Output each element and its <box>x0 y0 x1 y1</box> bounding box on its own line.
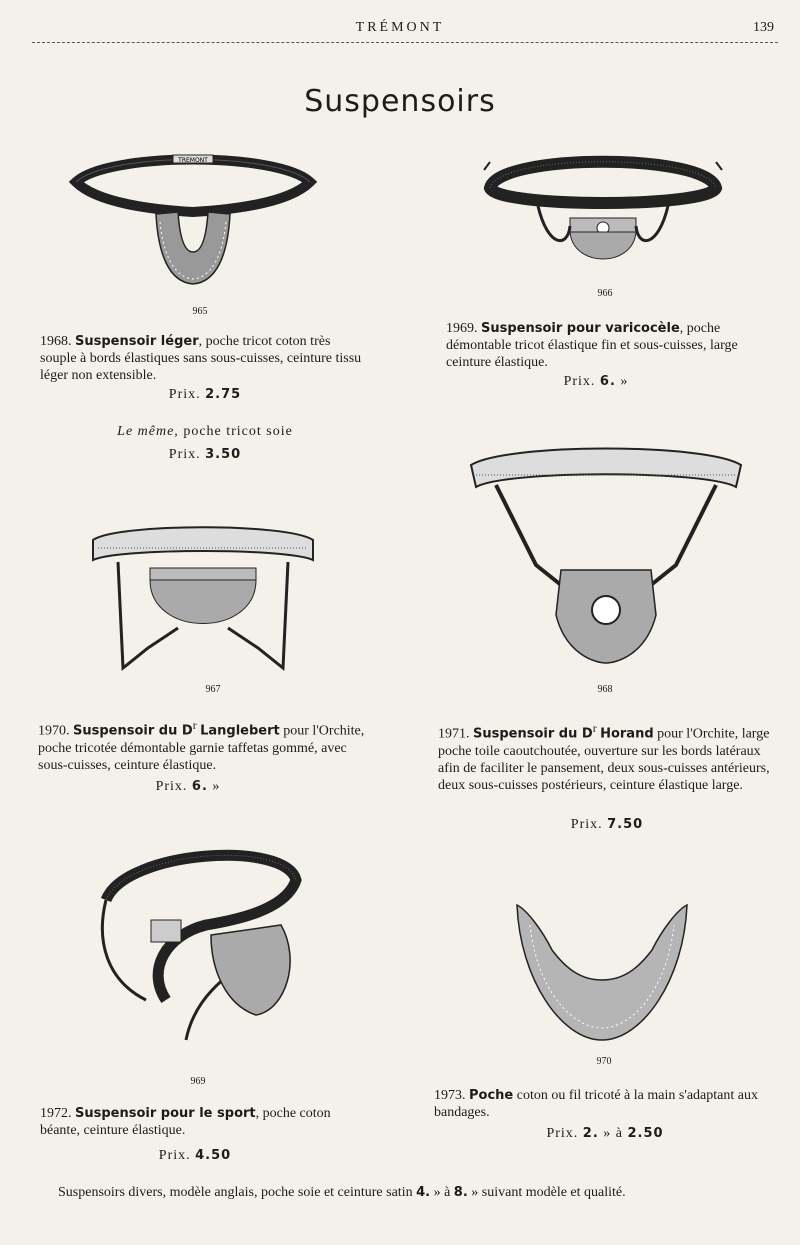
figure-969-illustration <box>86 840 311 1070</box>
item-1970-name-2: Langlebert <box>200 723 280 739</box>
figure-967-illustration <box>88 518 318 678</box>
item-1971-number: 1971. <box>438 726 470 742</box>
item-1969-price <box>446 374 746 390</box>
item-1968-price-value: 2.75 <box>205 387 242 402</box>
figure-966-illustration <box>478 148 728 283</box>
item-1972-price-value: 4.50 <box>195 1148 232 1163</box>
item-1973-price-label: Prix. <box>546 1126 579 1141</box>
item-1973-description <box>434 1087 776 1121</box>
item-1968-price <box>40 387 370 403</box>
item-1968-variant-prefix: Le même, <box>117 424 179 439</box>
item-1971-price-value: 7.50 <box>607 817 644 832</box>
item-1969-text: , poche démontable tricot élastique fin et sous-cuisses, large ceinture élastique. <box>446 321 738 370</box>
footer-sep-2: » suivant modèle et qualité. <box>467 1185 626 1200</box>
figure-965-number: 965 <box>192 306 208 317</box>
item-1972-number: 1972. <box>40 1106 72 1121</box>
page-title: Suspensoirs <box>304 84 496 119</box>
item-1969-price-label: Prix. <box>563 374 596 389</box>
item-1968-variant-price-value: 3.50 <box>205 447 242 462</box>
item-1970-price-suffix: » <box>212 779 221 794</box>
item-1972-price-label: Prix. <box>158 1148 191 1163</box>
page-number: 139 <box>753 20 774 35</box>
item-1973-price-mid: » à <box>603 1126 623 1141</box>
figure-969-number: 969 <box>190 1076 206 1087</box>
item-1971-price-label: Prix. <box>570 817 603 832</box>
item-1970-name-sup: r <box>192 719 197 732</box>
item-1973-price-value: 2. <box>582 1126 599 1141</box>
item-1968-number: 1968. <box>40 334 72 349</box>
item-1968-variant <box>40 424 370 440</box>
item-1969-number: 1969. <box>446 321 478 336</box>
item-1971-text: pour l'Orchite, large poche toile caoutchoutée, ouverture sur les bords latéraux afin de faciliter le pansement, deux sous-cuisses antérieurs, deux sous-cuisses postérieurs, ceinture élastique large. <box>438 726 770 793</box>
item-1970-price-value: 6. <box>191 779 208 794</box>
item-1971-name-sup: r <box>592 722 597 735</box>
item-1968-price-label: Prix. <box>168 387 201 402</box>
item-1971-name: Suspensoir du D <box>473 726 593 742</box>
figure-970-number: 970 <box>596 1056 612 1067</box>
item-1973-number: 1973. <box>434 1088 466 1103</box>
item-1972-price <box>40 1148 350 1164</box>
item-1971-price <box>438 817 776 833</box>
item-1970-price <box>38 779 338 795</box>
figure-970-illustration <box>512 900 692 1050</box>
item-1972-name: Suspensoir pour le sport <box>75 1106 256 1121</box>
figure-968-number: 968 <box>597 684 613 695</box>
figure-965-belt-label: TREMONT <box>178 157 208 164</box>
item-1968-text: , poche tricot coton très souple à bords élastiques sans sous-cuisses, ceinture tissu léger non extensible. <box>40 334 362 383</box>
item-1971-description <box>438 720 776 794</box>
figure-968-illustration <box>466 445 746 675</box>
figure-966-number: 966 <box>597 288 613 299</box>
figure-965-illustration <box>68 152 318 292</box>
page-header-title: TRÉMONT <box>355 20 445 35</box>
item-1973-name: Poche <box>469 1088 514 1103</box>
item-1969-price-value: 6. <box>599 374 616 389</box>
item-1973-price <box>434 1126 776 1142</box>
item-1968-variant-text: poche tricot soie <box>178 424 293 439</box>
footer-price-2: 8. <box>453 1185 468 1200</box>
footer-note <box>58 1184 776 1201</box>
item-1968-variant-price <box>40 447 370 463</box>
footer-sep-1: » à <box>430 1185 454 1200</box>
item-1968-variant-price-label: Prix. <box>168 447 201 462</box>
figure-967-number: 967 <box>205 684 221 695</box>
item-1972-text: , poche coton béante, ceinture élastique. <box>40 1106 331 1138</box>
footer-price-1: 4. <box>416 1185 431 1200</box>
item-1969-price-suffix: » <box>620 374 629 389</box>
item-1968-name: Suspensoir léger <box>75 334 199 349</box>
item-1970-description <box>38 717 368 774</box>
item-1973-price-value-2: 2.50 <box>627 1126 664 1141</box>
item-1970-text: pour l'Orchite, poche tricotée démontable garnie taffetas gommé, avec sous-cuisses, ceinture élastique. <box>38 723 365 773</box>
item-1970-price-label: Prix. <box>155 779 188 794</box>
item-1969-name: Suspensoir pour varicocèle <box>481 321 680 336</box>
item-1970-number: 1970. <box>38 723 70 739</box>
header-divider <box>32 42 778 43</box>
item-1969-description <box>446 320 776 371</box>
item-1968-description <box>40 333 370 384</box>
item-1973-text: coton ou fil tricoté à la main s'adaptant aux bandages. <box>434 1088 758 1120</box>
item-1970-name: Suspensoir du D <box>73 723 193 739</box>
item-1971-name-2: Horand <box>600 726 654 742</box>
item-1972-description <box>40 1105 370 1139</box>
footer-text: Suspensoirs divers, modèle anglais, poche soie et ceinture satin <box>58 1185 417 1200</box>
